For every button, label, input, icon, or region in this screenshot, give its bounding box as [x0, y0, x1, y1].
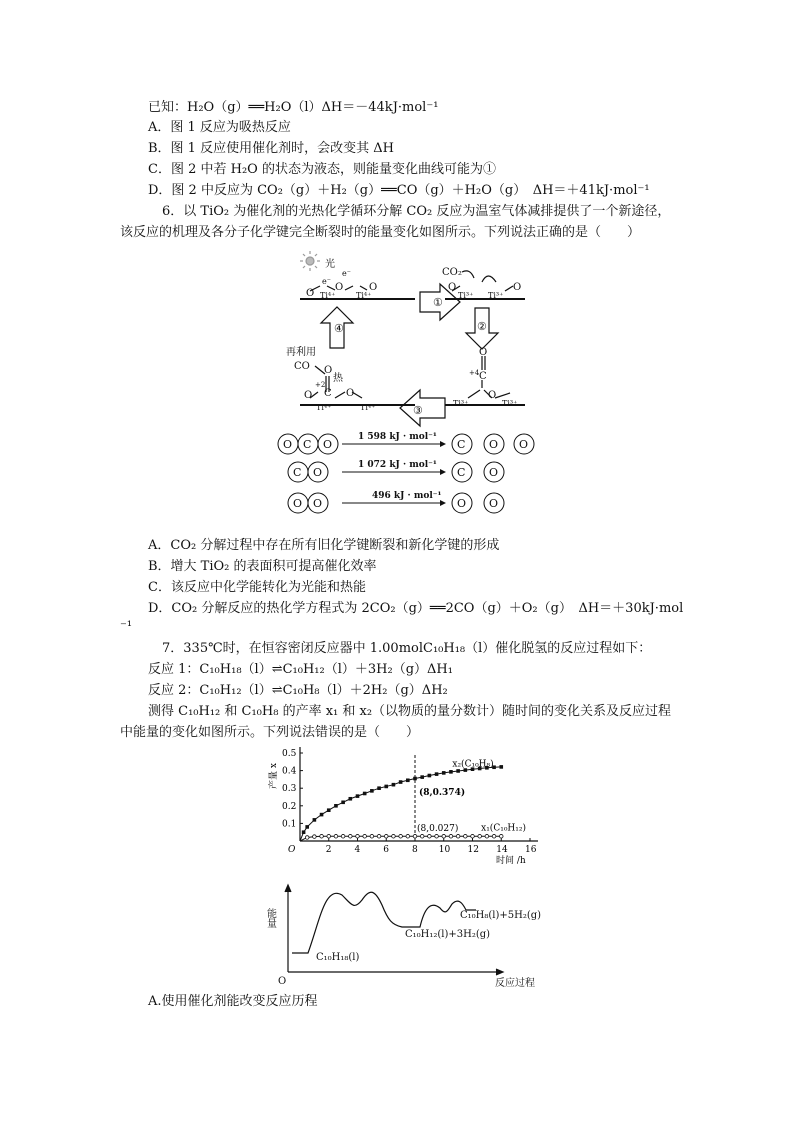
series-line-x2	[300, 767, 501, 841]
atom-label: O	[304, 390, 313, 401]
ion-label: Ti⁴⁺	[356, 291, 372, 300]
data-point-x2	[370, 789, 374, 793]
data-point-x2	[428, 774, 432, 778]
light-label: 光	[325, 259, 335, 270]
energy-x-label: 反应过程	[495, 978, 535, 989]
data-point-x1	[341, 834, 345, 838]
energy-chart	[264, 880, 560, 990]
level-c10h8: C₁₀H₈(l)+5H₂(g)	[460, 910, 542, 921]
question-7-line3: 中能量的变化如图所示。下列说法错误的是（ ）	[120, 725, 420, 740]
data-point-x1	[435, 834, 439, 838]
question-7-line2: 测得 C₁₀H₁₂ 和 C₁₀H₈ 的产率 x₁ 和 x₂（以物质的量分数计）随时间的变化关系及反应过程	[148, 704, 672, 719]
atom-label: O	[369, 282, 378, 293]
data-point-x1	[449, 834, 453, 838]
svg-text:C: C	[303, 438, 312, 451]
atom-label: O	[306, 288, 315, 299]
data-point-x1	[320, 834, 324, 838]
data-point-x1	[456, 834, 460, 838]
data-point-x1	[370, 834, 374, 838]
q6-option-a: A．CO₂ 分解过程中存在所有旧化学键断裂和新化学键的形成	[148, 538, 500, 553]
data-point-x2	[392, 783, 396, 787]
heat-label: 热	[333, 373, 343, 384]
annotation-374: (8,0.374)	[419, 788, 466, 799]
svg-text:1 598 kJ · mol⁻¹: 1 598 kJ · mol⁻¹	[358, 432, 437, 442]
origin-label: O	[288, 845, 296, 855]
question-6-line1: 6．以 TiO₂ 为催化剂的光热化学循环分解 CO₂ 反应为温室气体减排提供了一个新途径，	[162, 204, 671, 219]
svg-text:O: O	[489, 438, 499, 451]
data-point-x2	[420, 775, 424, 779]
step-1-label: ①	[433, 296, 443, 309]
data-point-x1	[327, 834, 331, 838]
svg-text:O: O	[489, 466, 499, 479]
atom-label: O	[335, 282, 344, 293]
data-point-x1	[464, 834, 468, 838]
data-point-x1	[406, 834, 410, 838]
atom-label: O	[346, 388, 355, 399]
data-point-x1	[399, 834, 403, 838]
oxidation-label: +4	[469, 369, 480, 377]
data-point-x2	[356, 794, 360, 798]
given-line: 已知：H₂O（g）══H₂O（l）ΔH＝－44kJ·mol⁻¹	[148, 100, 439, 115]
svg-text:1 072 kJ · mol⁻¹: 1 072 kJ · mol⁻¹	[358, 460, 437, 470]
data-point-x2	[341, 800, 345, 804]
data-point-x2	[406, 778, 410, 782]
energy-y-label: 能量	[264, 908, 276, 928]
svg-text:O: O	[313, 466, 323, 479]
svg-text:O: O	[283, 438, 293, 451]
series-label-x1: x₁(C₁₀H₁₂)	[481, 823, 526, 834]
q6-option-d: D．CO₂ 分解反应的热化学方程式为 2CO₂（g）══2CO（g）＋O₂（g） ΔH＝＋30kJ·mol	[148, 601, 684, 616]
y-tick-label: 0.1	[282, 819, 297, 830]
atom-label: C	[479, 371, 487, 382]
y-tick-label: 0.4	[282, 766, 297, 777]
data-point-x1	[349, 834, 353, 838]
svg-text:C: C	[457, 466, 466, 479]
mechanism-figure	[270, 248, 560, 523]
x-tick-label: 14	[496, 845, 508, 855]
option-d: D．图 2 中反应为 CO₂（g）＋H₂（g）══CO（g）＋H₂O（g） ΔH＝＋41kJ·mol⁻¹	[148, 183, 650, 198]
data-point-x2	[413, 777, 417, 781]
atom-label: O	[513, 282, 522, 293]
data-point-x1	[384, 834, 388, 838]
data-point-x2	[320, 813, 324, 817]
data-point-x1	[356, 834, 360, 838]
data-point-x2	[456, 769, 460, 773]
data-point-x2	[399, 780, 403, 784]
option-b: B．图 1 反应使用催化剂时，会改变其 ΔH	[148, 141, 394, 156]
co2-label: CO₂	[442, 267, 462, 278]
q7-option-a: A.使用催化剂能改变反应历程	[148, 994, 318, 1009]
svg-text:496 kJ · mol⁻¹: 496 kJ · mol⁻¹	[372, 491, 442, 501]
x-tick-label: 8	[412, 845, 418, 855]
data-point-x1	[478, 834, 482, 838]
data-point-x2	[349, 797, 353, 801]
bond-row-o2	[288, 491, 504, 513]
annotation-027: (8,0.027)	[417, 824, 459, 835]
x-tick-label: 16	[525, 845, 537, 855]
data-point-x2	[377, 786, 381, 790]
y-tick-label: 0.2	[282, 801, 297, 812]
y-tick-label: 0.3	[282, 784, 297, 795]
data-point-x1	[313, 835, 317, 839]
data-point-x2	[313, 818, 317, 822]
oxidation-label: +2	[315, 381, 326, 389]
option-a: A．图 1 反应为吸热反应	[148, 120, 291, 135]
energy-origin: O	[278, 976, 287, 987]
data-point-x1	[334, 834, 338, 838]
svg-text:C: C	[293, 466, 302, 479]
data-point-x2	[384, 785, 388, 789]
series-label-x2: x₂(C₁₀H₈)	[452, 759, 494, 770]
step-3-label: ③	[413, 404, 423, 417]
data-point-x2	[305, 825, 309, 829]
ion-label: Ti³⁺	[453, 399, 469, 408]
data-point-x2	[449, 770, 453, 774]
svg-text:C: C	[457, 438, 466, 451]
svg-text:O: O	[489, 497, 499, 510]
option-c: C．图 2 中若 H₂O 的状态为液态，则能量变化曲线可能为①	[148, 162, 496, 177]
atom-label: O	[324, 365, 333, 376]
data-point-x2	[334, 804, 338, 808]
data-point-x1	[377, 834, 381, 838]
bond-row-co	[288, 460, 504, 482]
data-point-x1	[413, 834, 417, 838]
q6-option-d-cont: ⁻¹	[120, 619, 133, 634]
bond-row-co2	[278, 432, 534, 454]
data-point-x1	[428, 834, 432, 838]
svg-text:O: O	[313, 497, 323, 510]
question-7-line1: 7．335℃时，在恒容密闭反应器中 1.00molC₁₀H₁₈（l）催化脱氢的反应过程如下：	[162, 641, 652, 656]
atom-label: O	[448, 282, 457, 293]
step-4-label: ④	[334, 322, 344, 335]
ion-label: Ti³⁺	[488, 291, 504, 300]
q6-option-c: C．该反应中化学能转化为光能和热能	[148, 580, 366, 595]
data-point-x2	[499, 765, 503, 769]
electron-label: e⁻	[322, 277, 331, 286]
level-c10h18: C₁₀H₁₈(l)	[316, 952, 360, 963]
data-point-x1	[363, 834, 367, 838]
x-axis-label: 时间 /h	[496, 856, 526, 866]
q6-option-b: B．增大 TiO₂ 的表面积可提高催化效率	[148, 559, 377, 574]
y-tick-label: 0.5	[282, 749, 297, 759]
ion-label: Ti⁴⁺	[360, 403, 376, 412]
data-point-x1	[305, 836, 309, 840]
data-point-x1	[392, 834, 396, 838]
x-tick-label: 4	[354, 845, 361, 855]
energy-curve	[292, 892, 476, 953]
data-point-x1	[485, 834, 489, 838]
co-label: CO	[294, 361, 310, 372]
data-point-x2	[442, 771, 446, 775]
data-point-x1	[442, 834, 446, 838]
ion-label: Ti³⁺	[458, 291, 474, 300]
question-6-line2: 该反应的机理及各分子化学键完全断裂时的能量变化如图所示。下列说法正确的是（ ）	[120, 225, 641, 240]
data-point-x1	[492, 834, 496, 838]
atom-label: O	[488, 390, 497, 401]
x-tick-label: 10	[438, 845, 451, 855]
x-tick-label: 12	[467, 845, 479, 855]
yield-chart	[270, 745, 545, 870]
data-point-x1	[420, 834, 424, 838]
atom-label: C	[324, 388, 332, 399]
svg-text:O: O	[457, 497, 467, 510]
x-tick-label: 2	[325, 845, 332, 855]
ion-label: Ti⁴⁺	[320, 291, 336, 300]
svg-text:O: O	[293, 497, 303, 510]
data-point-x2	[302, 830, 306, 834]
y-axis-label: 产量 x	[269, 763, 279, 789]
data-point-x1	[471, 834, 475, 838]
sun-icon	[306, 257, 314, 265]
step-2-label: ②	[477, 320, 487, 333]
reaction-2: 反应 2：C₁₀H₁₂（l）⇌C₁₀H₈（l）＋2H₂（g）ΔH₂	[148, 683, 448, 698]
reaction-1: 反应 1：C₁₀H₁₈（l）⇌C₁₀H₁₂（l）＋3H₂（g）ΔH₁	[148, 662, 453, 677]
ion-label: Ti⁴⁺	[316, 403, 332, 412]
reuse-label: 再利用	[286, 347, 316, 358]
svg-text:O: O	[323, 438, 333, 451]
svg-text:O: O	[519, 438, 529, 451]
data-point-x2	[435, 772, 439, 776]
ion-label: Ti³⁺	[502, 399, 518, 408]
atom-label: O	[479, 347, 488, 358]
level-c10h12: C₁₀H₁₂(l)+3H₂(g)	[405, 929, 491, 940]
electron-label: e⁻	[342, 269, 351, 278]
data-point-x2	[327, 808, 331, 812]
data-point-x1	[499, 834, 503, 838]
data-point-x2	[363, 792, 367, 796]
x-tick-label: 6	[383, 845, 389, 855]
